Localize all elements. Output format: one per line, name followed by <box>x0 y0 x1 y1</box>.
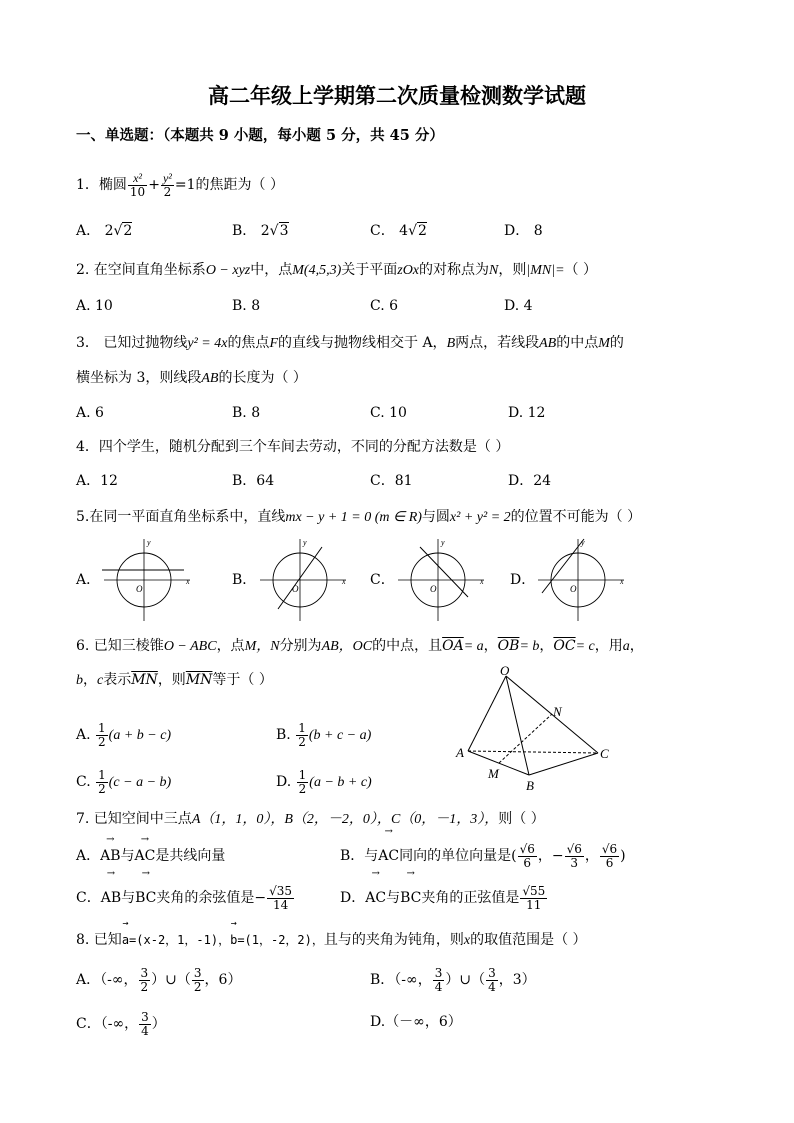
q6-tetrahedron-figure <box>450 662 620 797</box>
q4-option-d: D．24 <box>508 473 552 489</box>
page-title: 高二年级上学期第二次质量检测数学试题 <box>208 83 586 108</box>
q8-option-d: D.（－∞，6） <box>370 1014 462 1030</box>
q7-option-a: A．→ AB与→ AC是共线向量 <box>76 846 225 866</box>
question-6-line1: 6. 已知三棱锥O − ABC，点M，N分别为AB，OC的中点，且$\overline{OA}= a$，$\overline{OB}= b$，$\overline{OC}= c$，用a， <box>76 638 644 654</box>
question-5: 5.在同一平面直角坐标系中，直线mx − y + 1 = 0 (m ∈ R)与圆x² + y² = 2的位置不可能为（ ） <box>76 509 642 525</box>
q7-option-b: B．与→ AC同向的单位向量是( $\frac{√6}{6}$ ，− $\frac{√6}{3}$ ， $\frac{√6}{6}$ ) <box>340 838 626 874</box>
q8-option-c: C．（-∞， $\frac{3}{4}$ ） <box>76 1009 166 1038</box>
point-n-label: N <box>553 704 562 719</box>
q2-option-d: D. 4 <box>504 298 533 314</box>
q8-option-a: A．（-∞， $\frac{3}{2}$ ）∪（ $\frac{3}{2}$ ，6） <box>76 965 242 994</box>
q2-option-c: C. 6 <box>370 298 399 314</box>
origin-label: O <box>570 584 577 594</box>
question-8: 8. 已知→ a=(x-2，1，-1)，→ b=(1，-2，2)，且与的夹角为钝角，则x的取值范围是（ ） <box>76 930 587 951</box>
q6-option-c: C. $\frac{1}{2}$ (c − a − b) <box>76 767 172 796</box>
vertex-b-label: B <box>526 778 534 793</box>
axis-y-label: y <box>147 538 151 547</box>
vertex-o-label: O <box>500 663 510 678</box>
axis-y-label: y <box>441 538 445 547</box>
q7-option-d: D．→ AC与→ BC夹角的正弦值是 $\frac{√55}{11}$ <box>340 880 548 916</box>
axis-x-label: x <box>480 577 484 586</box>
question-3-line1: 3． 已知过抛物线y² = 4x的焦点F的直线与抛物线相交于 A，B两点，若线段AB的中点M的 <box>76 335 624 351</box>
question-3-line2: 横坐标为 3，则线段AB的长度为（ ） <box>76 370 307 386</box>
axis-x-label: x <box>186 577 190 586</box>
q4-option-a: A．12 <box>76 473 118 489</box>
axis-y-label: y <box>303 538 307 547</box>
q3-option-b: B. 8 <box>232 405 261 421</box>
question-2: 2. 在空间直角坐标系O − xyz中，点M(4,5,3)关于平面zOx的对称点为N，则|MN|=（ ） <box>76 262 597 278</box>
q5-option-d: D． <box>510 572 536 588</box>
q1-option-d: D． 8 <box>504 223 543 239</box>
q1-option-b: B． 2√3 <box>232 223 289 239</box>
origin-label: O <box>430 584 437 594</box>
q5-figure-d <box>530 535 630 625</box>
axis-y-label: y <box>581 538 585 547</box>
q8-option-b: B．（-∞， $\frac{3}{4}$ ）∪（ $\frac{3}{4}$ ，3） <box>370 965 536 994</box>
question-1: 1．椭圆 $\frac{\text{x²}}{10}$ + $\frac{\text{y²}}{2}$ =1的焦距为（ ） <box>76 170 284 199</box>
axis-x-label: x <box>620 577 624 586</box>
q1-option-c: C． 4√2 <box>370 223 427 239</box>
point-m-label: M <box>488 766 499 781</box>
origin-label: O <box>292 584 299 594</box>
q6-option-a: A. $\frac{1}{2}$ (a + b − c) <box>76 720 172 749</box>
q2-option-b: B. 8 <box>232 298 261 314</box>
q5-option-a: A． <box>76 572 101 588</box>
origin-label: O <box>136 584 143 594</box>
q5-figure-c <box>390 535 490 625</box>
axis-x-label: x <box>342 577 346 586</box>
section-heading: 一、单选题：（本题共 9 小题，每小题 5 分，共 45 分） <box>76 127 444 144</box>
question-6-line2: b，c表示$\overline{MN}$，则$\overline{MN}$等于（ ） <box>76 672 273 688</box>
q3-option-c: C. 10 <box>370 405 407 421</box>
q3-option-d: D. 12 <box>508 405 546 421</box>
q2-option-a: A. 10 <box>76 298 113 314</box>
q5-option-b: B． <box>232 572 257 588</box>
question-7: 7. 已知空间中三点A（1，1，0），B（2，－2，0），C（0，－1，3），则（ ） <box>76 811 545 827</box>
q6-option-b: B. $\frac{1}{2}$ (b + c − a) <box>276 720 372 749</box>
q4-option-c: C．81 <box>370 473 413 489</box>
q4-option-b: B．64 <box>232 473 275 489</box>
q5-figure-b <box>252 535 352 625</box>
q5-figure-a <box>96 535 196 625</box>
q3-option-a: A. 6 <box>76 405 104 421</box>
question-4: 4．四个学生，随机分配到三个车间去劳动，不同的分配方法数是（ ） <box>76 439 510 455</box>
vertex-c-label: C <box>600 746 609 761</box>
q6-option-d: D. $\frac{1}{2}$ (a − b + c) <box>276 767 372 796</box>
vertex-a-label: A <box>456 745 464 760</box>
q1-option-a: A． 2√2 <box>76 223 133 239</box>
q5-option-c: C． <box>370 572 395 588</box>
q7-option-c: C．→ AB与→ BC夹角的余弦值是− $\frac{√35}{14}$ <box>76 880 295 916</box>
